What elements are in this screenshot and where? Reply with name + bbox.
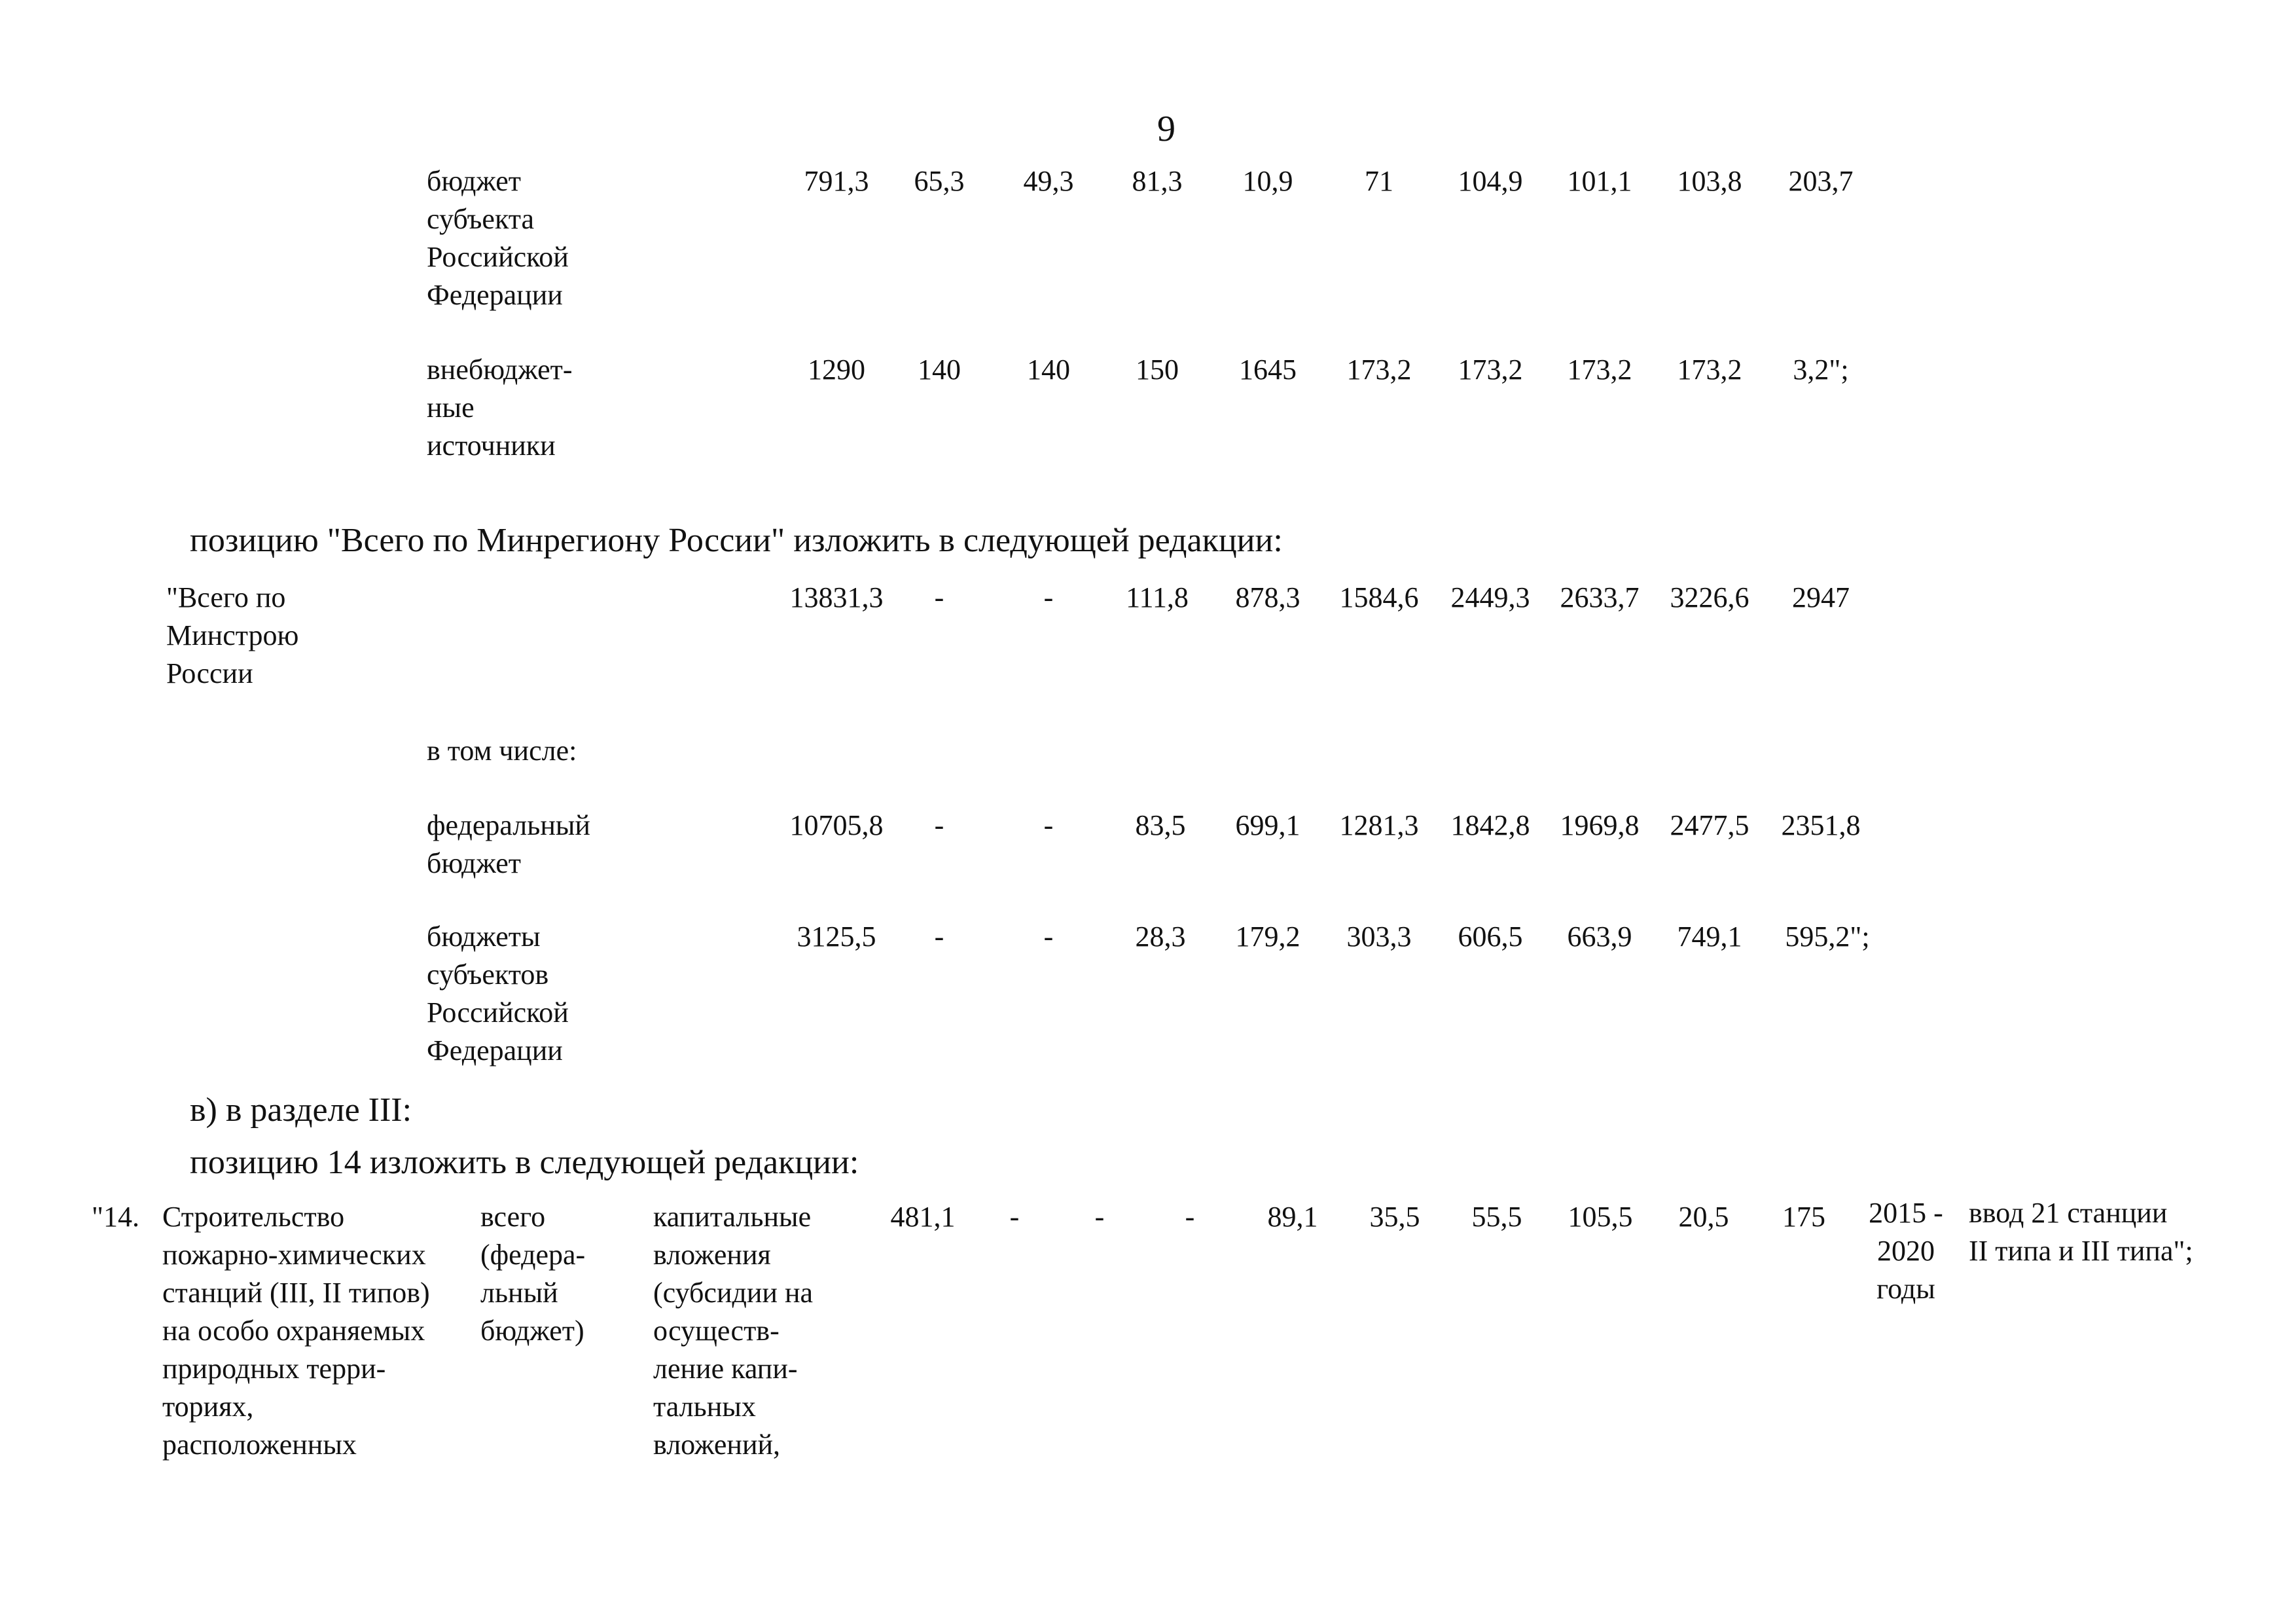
value-cell: 13831,3: [789, 581, 884, 613]
row-label-line: субъекта: [427, 203, 535, 235]
value-cell: -: [1043, 581, 1054, 613]
value-cell: 3226,6: [1670, 581, 1749, 613]
value-cell: 1645: [1239, 354, 1297, 386]
value-cell: 10,9: [1242, 165, 1293, 197]
value-cell: 55,5: [1471, 1201, 1522, 1233]
value-cell: 173,2: [1346, 354, 1412, 386]
value-cell: 203,7: [1788, 165, 1854, 197]
position-name-line: природных терри-: [162, 1353, 386, 1385]
value-cell: 663,9: [1567, 921, 1632, 953]
funding-source-line: льный: [480, 1277, 558, 1309]
period-line: годы: [1876, 1273, 1935, 1305]
value-cell: 105,5: [1568, 1201, 1633, 1233]
value-cell: -: [1185, 1201, 1195, 1233]
row-label-line: России: [166, 657, 253, 689]
value-cell: 89,1: [1267, 1201, 1318, 1233]
value-cell: 173,2: [1677, 354, 1742, 386]
value-cell: 111,8: [1126, 581, 1189, 613]
value-cell: 140: [918, 354, 961, 386]
position-name-line: станций (III, II типов): [162, 1277, 430, 1309]
value-cell: -: [934, 809, 944, 841]
value-cell: 103,8: [1677, 165, 1742, 197]
position-name-line: пожарно-химических: [162, 1239, 426, 1271]
value-cell: 2947: [1792, 581, 1850, 613]
value-cell: 481,1: [890, 1201, 956, 1233]
value-cell: -: [1043, 921, 1054, 953]
value-cell: 35,5: [1369, 1201, 1420, 1233]
funding-source-line: бюджет): [480, 1315, 584, 1347]
value-cell: 81,3: [1132, 165, 1183, 197]
row-label-line: федеральный: [427, 809, 590, 841]
value-cell: 749,1: [1677, 921, 1742, 953]
expected-result-line: ввод 21 станции: [1969, 1197, 2168, 1229]
position-name-line: ториях,: [162, 1391, 254, 1423]
value-cell: 1969,8: [1560, 809, 1640, 841]
row-label-line: Федерации: [427, 279, 563, 311]
row-label-line: источники: [427, 429, 556, 462]
expense-type-line: (субсидии на: [653, 1277, 814, 1309]
value-cell: 65,3: [914, 165, 965, 197]
in-that-number-label: в том числе:: [427, 735, 577, 767]
position-name-line: на особо охраняемых: [162, 1315, 425, 1347]
value-cell: -: [1009, 1201, 1020, 1233]
row-label-line: бюджеты: [427, 921, 541, 953]
value-cell: 1584,6: [1339, 581, 1419, 613]
expense-type-line: тальных: [653, 1391, 756, 1423]
page-number: 9: [1157, 109, 1175, 149]
row-label-line: "Всего по: [166, 581, 286, 613]
value-cell: 1290: [808, 354, 865, 386]
value-cell: 2633,7: [1560, 581, 1640, 613]
expense-type-line: вложений,: [653, 1429, 781, 1461]
value-cell: 173,2: [1458, 354, 1523, 386]
expected-result-line: II типа и III типа";: [1969, 1235, 2193, 1267]
value-cell: 2449,3: [1450, 581, 1530, 613]
period-line: 2020: [1877, 1235, 1935, 1267]
value-cell: 3125,5: [797, 921, 876, 953]
funding-source-line: всего: [480, 1201, 546, 1233]
value-cell: 2351,8: [1781, 809, 1861, 841]
row-label-line: субъектов: [427, 958, 549, 991]
row-label-line: бюджет: [427, 847, 521, 879]
value-cell: 606,5: [1458, 921, 1523, 953]
row-label-line: Минстрою: [166, 619, 299, 651]
value-cell: 20,5: [1678, 1201, 1729, 1233]
value-cell: 10705,8: [789, 809, 884, 841]
section-heading: в) в разделе III:: [190, 1091, 412, 1129]
value-cell: -: [934, 921, 944, 953]
value-cell: 179,2: [1235, 921, 1300, 953]
value-cell: 791,3: [804, 165, 869, 197]
row-label-line: бюджет: [427, 165, 521, 197]
value-cell: 101,1: [1567, 165, 1632, 197]
row-label-line: внебюджет-: [427, 354, 573, 386]
position-name-line: расположенных: [162, 1429, 357, 1461]
value-cell: 2477,5: [1670, 809, 1749, 841]
value-cell: 49,3: [1023, 165, 1074, 197]
value-cell: 150: [1136, 354, 1179, 386]
value-cell: 1842,8: [1450, 809, 1530, 841]
value-cell: -: [1094, 1201, 1105, 1233]
row-label-line: Российской: [427, 241, 569, 273]
value-cell: 303,3: [1346, 921, 1412, 953]
expense-type-line: ление капи-: [653, 1353, 798, 1385]
value-cell: 175: [1782, 1201, 1825, 1233]
value-cell: 173,2: [1567, 354, 1632, 386]
position-name-line: Строительство: [162, 1201, 345, 1233]
value-cell: 699,1: [1235, 809, 1300, 841]
position-number: "14.: [92, 1201, 139, 1233]
row-label-line: Российской: [427, 996, 569, 1029]
period-line: 2015 -: [1869, 1197, 1943, 1229]
value-cell: -: [934, 581, 944, 613]
value-cell: 28,3: [1135, 921, 1186, 953]
value-cell: 3,2";: [1793, 354, 1849, 386]
value-cell: 878,3: [1235, 581, 1300, 613]
instruction-paragraph: позицию "Всего по Минрегиону России" изложить в следующей редакции:: [190, 522, 1283, 559]
value-cell: 104,9: [1458, 165, 1523, 197]
funding-source-line: (федера-: [480, 1239, 586, 1271]
row-label-line: Федерации: [427, 1034, 563, 1067]
value-cell: -: [1043, 809, 1054, 841]
expense-type-line: осуществ-: [653, 1315, 780, 1347]
instruction-paragraph: позицию 14 изложить в следующей редакции:: [190, 1144, 859, 1181]
value-cell: 83,5: [1135, 809, 1186, 841]
expense-type-line: вложения: [653, 1239, 771, 1271]
value-cell: 140: [1027, 354, 1070, 386]
value-cell: 1281,3: [1339, 809, 1419, 841]
row-label-line: ные: [427, 392, 475, 424]
value-cell: 71: [1365, 165, 1393, 197]
value-cell: 595,2";: [1785, 921, 1870, 953]
expense-type-line: капитальные: [653, 1201, 812, 1233]
